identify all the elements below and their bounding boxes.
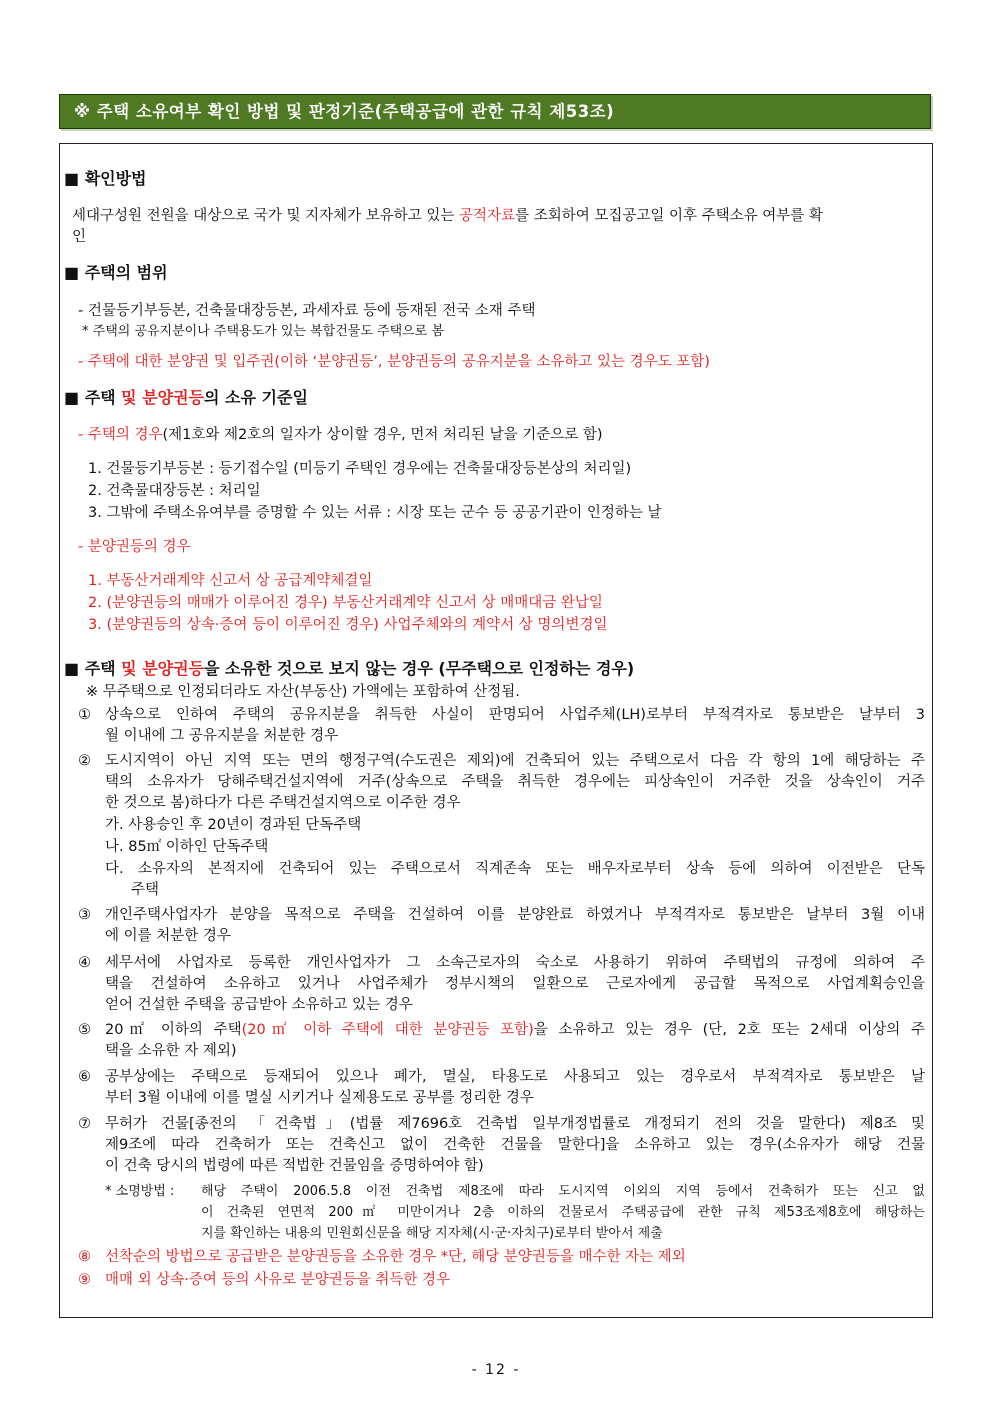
case-marker-9: ⑨ bbox=[78, 1272, 91, 1288]
case-3-line2: 에 이를 처분한 경우 bbox=[105, 928, 231, 944]
verification-text-line1: 세대구성원 전원을 대상으로 국가 및 지자체가 보유하고 있는 공적자료를 조회하여 모집공고일 이후 주택소유 여부를 확 bbox=[72, 208, 823, 224]
case-7-proof-line1: 해당 주택이 2006.5.8 이전 건축법 제8조에 따라 도시지역 이외의 지역 등에서 건축허가 또는 신고 없 bbox=[201, 1184, 925, 1199]
ownership-rights-item-2: 2. (분양권등의 매매가 이루어진 경우) 부동산거래계약 신고서 상 매매대금 완납일 bbox=[88, 595, 603, 611]
case-marker-2: ② bbox=[78, 753, 91, 769]
scope-item-2: - 주택에 대한 분양권 및 입주권(이하 ‘분양권등’, 분양권등의 공유지분을 소유하고 있는 경우도 포함) bbox=[78, 354, 710, 370]
scope-note: * 주택의 공유지분이나 주택용도가 있는 복합건물도 주택으로 봄 bbox=[82, 324, 444, 339]
case-2-line1: 도시지역이 아닌 지역 또는 면의 행정구역(수도권은 제외)에 건축되어 있는 주택으로서 다음 각 항의 1에 해당하는 주 bbox=[105, 753, 925, 769]
case-5-line1: 20㎡ 이하의 주택(20㎡ 이하 주택에 대한 분양권등 포함)을 소유하고 있는 경우 (단, 2호 또는 2세대 이상의 주 bbox=[105, 1022, 925, 1038]
case-1-line1: 상속으로 인하여 주택의 공유지분을 취득한 사실이 판명되어 사업주체(LH)로부터 부적격자로 통보받은 날부터 3 bbox=[105, 707, 925, 723]
case-4-line1: 세무서에 사업자로 등록한 개인사업자가 그 소속근로자의 숙소로 사용하기 위하여 주택법의 규정에 의하여 주 bbox=[105, 955, 925, 971]
case-2-sub-ga: 가. 사용승인 후 20년이 경과된 단독주택 bbox=[105, 817, 362, 833]
case-2-line2: 택의 소유자가 당해주택건설지역에 거주(상속으로 주택을 취득한 경우에는 피상속인이 거주한 것을 상속인이 거주 bbox=[105, 774, 925, 790]
case-marker-4: ④ bbox=[78, 955, 91, 971]
case-1-line2: 월 이내에 그 공유지분을 처분한 경우 bbox=[105, 728, 339, 744]
case-marker-5: ⑤ bbox=[78, 1022, 91, 1038]
case-marker-7: ⑦ bbox=[78, 1116, 91, 1132]
non-ownership-note: ※ 무주택으로 인정되더라도 자산(부동산) 가액에는 포함하여 산정됨. bbox=[86, 684, 520, 700]
case-7-line3: 이 건축 당시의 법령에 따른 적법한 건물임을 증명하여야 함) bbox=[105, 1158, 484, 1174]
ownership-house-item-2: 2. 건축물대장등본 : 처리일 bbox=[88, 483, 261, 499]
case-2-line3: 한 것으로 봄)하다가 다른 주택건설지역으로 이주한 경우 bbox=[105, 795, 461, 811]
case-4-line3: 얻어 건설한 주택을 공급받아 소유하고 있는 경우 bbox=[105, 997, 413, 1013]
heading-ownership-date: ■ 주택 및 분양권등의 소유 기준일 bbox=[64, 388, 308, 407]
case-7-proof-line3: 지를 확인하는 내용의 민원회신문을 해당 지자체(시·군·자치구)로부터 받아서 제출 bbox=[201, 1226, 663, 1241]
case-4-line2: 택을 건설하여 소유하고 있거나 사업주체가 정부시책의 일환으로 근로자에게 공급할 목적으로 사업계획승인을 bbox=[105, 976, 925, 992]
case-7-line2: 제9조에 따라 건축허가 또는 건축신고 없이 건축한 건물을 말한다]을 소유하고 있는 경우(소유자가 해당 건물 bbox=[105, 1137, 925, 1153]
ownership-house-item-1: 1. 건물등기부등본 : 등기접수일 (미등기 주택인 경우에는 건축물대장등본상의 처리일) bbox=[88, 461, 632, 477]
case-2-sub-da-line1: 다. 소유자의 본적지에 건축되어 있는 주택으로서 직계존속 또는 배우자로부터 상속 등에 의하여 이전받은 단독 bbox=[105, 861, 925, 877]
case-marker-3: ③ bbox=[78, 907, 91, 923]
case-8-text: 선착순의 방법으로 공급받은 분양권등을 소유한 경우 *단, 해당 분양권등을 매수한 자는 제외 bbox=[105, 1249, 686, 1265]
heading-non-ownership-cases: ■ 주택 및 분양권등을 소유한 것으로 보지 않는 경우 (무주택으로 인정하는 경우) bbox=[64, 659, 635, 678]
case-3-line1: 개인주택사업자가 분양을 목적으로 주택을 건설하여 이를 분양완료 하였거나 부적격자로 통보받은 날부터 3월 이내 bbox=[105, 907, 925, 923]
ownership-house-item-3: 3. 그밖에 주택소유여부를 증명할 수 있는 서류 : 시장 또는 군수 등 공공기관이 인정하는 날 bbox=[88, 505, 662, 521]
case-5-line2: 택을 소유한 자 제외) bbox=[105, 1043, 237, 1059]
page-number: - 12 - bbox=[471, 1362, 521, 1378]
case-6-line1: 공부상에는 주택으로 등재되어 있으나 폐가, 멸실, 타용도로 사용되고 있는 경우로서 부적격자로 통보받은 날 bbox=[105, 1069, 925, 1085]
case-9-text: 매매 외 상속·증여 등의 사유로 분양권등을 취득한 경우 bbox=[105, 1272, 451, 1288]
heading-verification-method: ■ 확인방법 bbox=[64, 169, 147, 188]
ownership-rights-case: - 분양권등의 경우 bbox=[78, 539, 191, 555]
case-2-sub-da-line2: 주택 bbox=[131, 882, 160, 898]
case-7-line1: 무허가 건물[종전의 「건축법」(법률 제7696호 건축법 일부개정법률로 개정되기 전의 것을 말한다) 제8조 및 bbox=[105, 1116, 925, 1132]
section-title-bar: ※ 주택 소유여부 확인 방법 및 판정기준(주택공급에 관한 규칙 제53조) bbox=[59, 94, 931, 129]
case-marker-1: ① bbox=[78, 707, 91, 723]
case-marker-6: ⑥ bbox=[78, 1069, 91, 1085]
case-2-sub-na: 나. 85㎡ 이하인 단독주택 bbox=[105, 839, 269, 855]
ownership-rights-item-1: 1. 부동산거래계약 신고서 상 공급계약체결일 bbox=[88, 573, 373, 589]
case-7-proof-label: * 소명방법 : bbox=[105, 1184, 175, 1199]
ownership-rights-item-3: 3. (분양권등의 상속·증여 등이 이루어진 경우) 사업주체와의 계약서 상 명의변경일 bbox=[88, 617, 608, 633]
case-6-line2: 부터 3월 이내에 이를 멸실 시키거나 실제용도로 공부를 정리한 경우 bbox=[105, 1090, 534, 1106]
verification-text-line2: 인 bbox=[72, 229, 87, 245]
scope-item-1: - 건물등기부등본, 건축물대장등본, 과세자료 등에 등재된 전국 소재 주택 bbox=[78, 303, 536, 319]
ownership-house-case: - 주택의 경우(제1호와 제2호의 일자가 상이할 경우, 먼저 처리된 날을 기준으로 함) bbox=[78, 427, 603, 443]
heading-housing-scope: ■ 주택의 범위 bbox=[64, 263, 168, 282]
case-7-proof-line2: 이 건축된 연면적 200㎡ 미만이거나 2층 이하의 건물로서 주택공급에 관한 규칙 제53조제8호에 해당하는 bbox=[201, 1205, 925, 1220]
case-marker-8: ⑧ bbox=[78, 1249, 91, 1265]
